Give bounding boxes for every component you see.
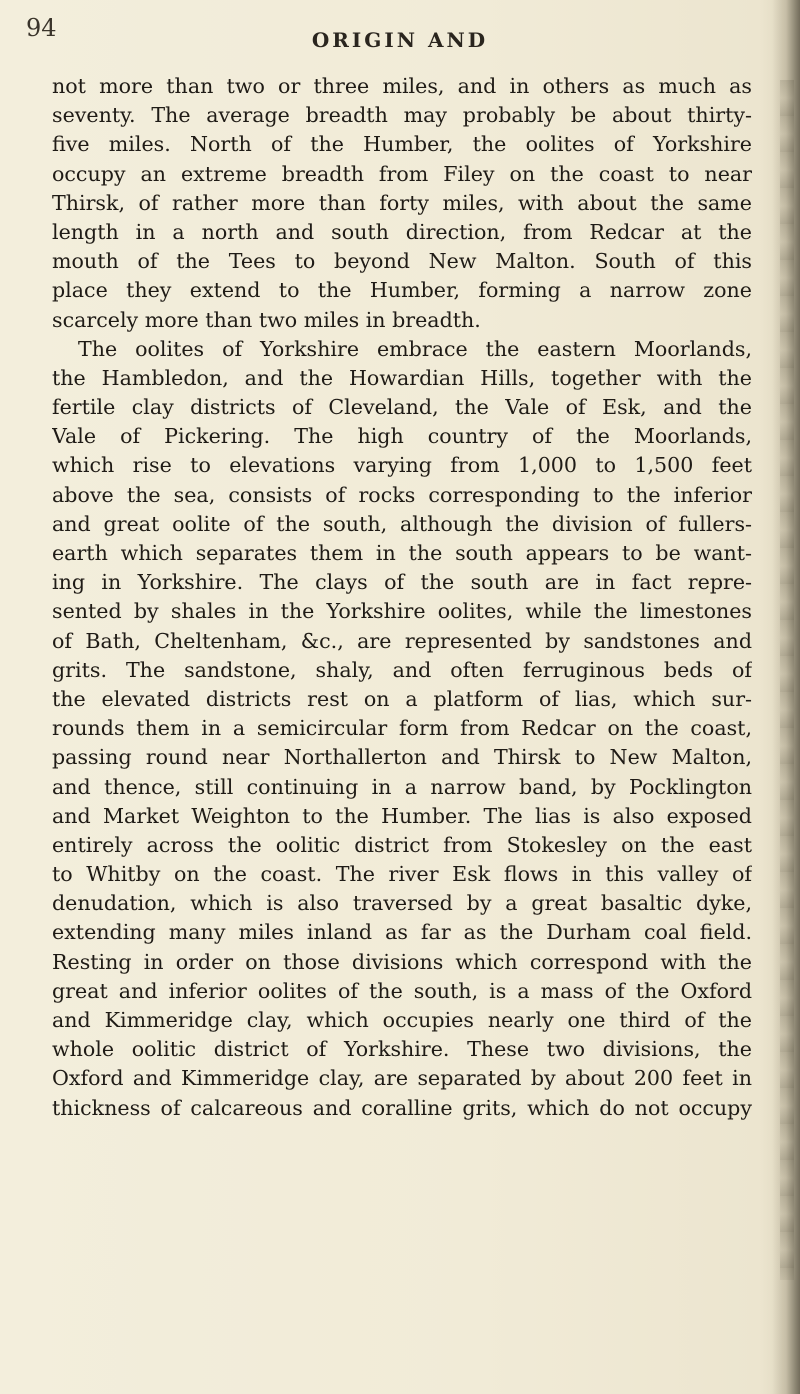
text-line: passing round near Northallerton and Thirsk to New Malton, — [52, 745, 752, 770]
text-line: Oxford and Kimmeridge clay, are separated by about 200 feet in — [52, 1066, 752, 1091]
text-line: whole oolitic district of Yorkshire. These two divisions, the — [52, 1037, 752, 1062]
text-line: denudation, which is also traversed by a great basaltic dyke, — [52, 891, 752, 916]
text-line: great and inferior oolites of the south, is a mass of the Oxford — [52, 978, 752, 1003]
text-line: place they extend to the Humber, forming a narrow zone — [52, 278, 752, 303]
text-line: to Whitby on the coast. The river Esk flows in this valley of — [52, 862, 752, 887]
text-line: mouth of the Tees to beyond New Malton. South of this — [52, 249, 752, 274]
text-line: above the sea, consists of rocks corresponding to the inferior — [52, 482, 752, 507]
text-line: the Hambledon, and the Howardian Hills, together with the — [52, 365, 752, 390]
text-line: five miles. North of the Humber, the oolites of Yorkshire — [52, 132, 752, 157]
text-line: not more than two or three miles, and in others as much as — [52, 74, 752, 98]
text-line: Thirsk, of rather more than forty miles, with about the same — [52, 190, 752, 215]
text-line: extending many miles inland as far as the Durham coal field. — [52, 920, 752, 945]
text-line: entirely across the oolitic district from Stokesley on the east — [52, 832, 752, 857]
text-line: rounds them in a semicircular form from Redcar on the coast, — [52, 716, 752, 741]
text-line: Resting in order on those divisions which correspond with the — [52, 949, 752, 974]
text-line: and great oolite of the south, although the division of fullers- — [52, 511, 752, 536]
body-text — [52, 72, 752, 1123]
text-line: Vale of Pickering. The high country of the Moorlands, — [52, 424, 752, 449]
text-line: the elevated districts rest on a platform of lias, which sur- — [52, 686, 752, 711]
text-line: occupy an extreme breadth from Filey on the coast to near — [52, 161, 752, 186]
text-line: seventy. The average breadth may probably be about thirty- — [52, 103, 752, 128]
text-line: earth which separates them in the south appears to be want- — [52, 541, 752, 565]
text-line: and Kimmeridge clay, which occupies nearly one third of the — [52, 1008, 752, 1032]
page-number: 94 — [26, 14, 57, 42]
paragraph-start-line: The oolites of Yorkshire embrace the eastern Moorlands, — [78, 336, 752, 361]
text-line: sented by shales in the Yorkshire oolites, while the limestones — [52, 599, 752, 624]
text-line: and thence, still continuing in a narrow band, by Pocklington — [52, 774, 752, 799]
text-line: grits. The sandstone, shaly, and often ferruginous beds of — [52, 657, 752, 682]
text-line: thickness of calcareous and coralline grits, which do not occupy — [52, 1095, 752, 1120]
text-line: ing in Yorkshire. The clays of the south are in fact repre- — [52, 570, 752, 595]
text-line: of Bath, Cheltenham, &c., are represented by sandstones and — [52, 628, 752, 653]
text-line: scarcely more than two miles in breadth. — [52, 307, 481, 332]
text-line: length in a north and south direction, from Redcar at the — [52, 219, 752, 244]
text-line: which rise to elevations varying from 1,000 to 1,500 feet — [52, 453, 752, 478]
text-line: fertile clay districts of Cleveland, the Vale of Esk, and the — [52, 395, 752, 420]
facing-page-edge — [780, 80, 794, 1280]
text-line: and Market Weighton to the Humber. The lias is also exposed — [52, 803, 752, 828]
running-head: ORIGIN AND — [311, 28, 489, 52]
